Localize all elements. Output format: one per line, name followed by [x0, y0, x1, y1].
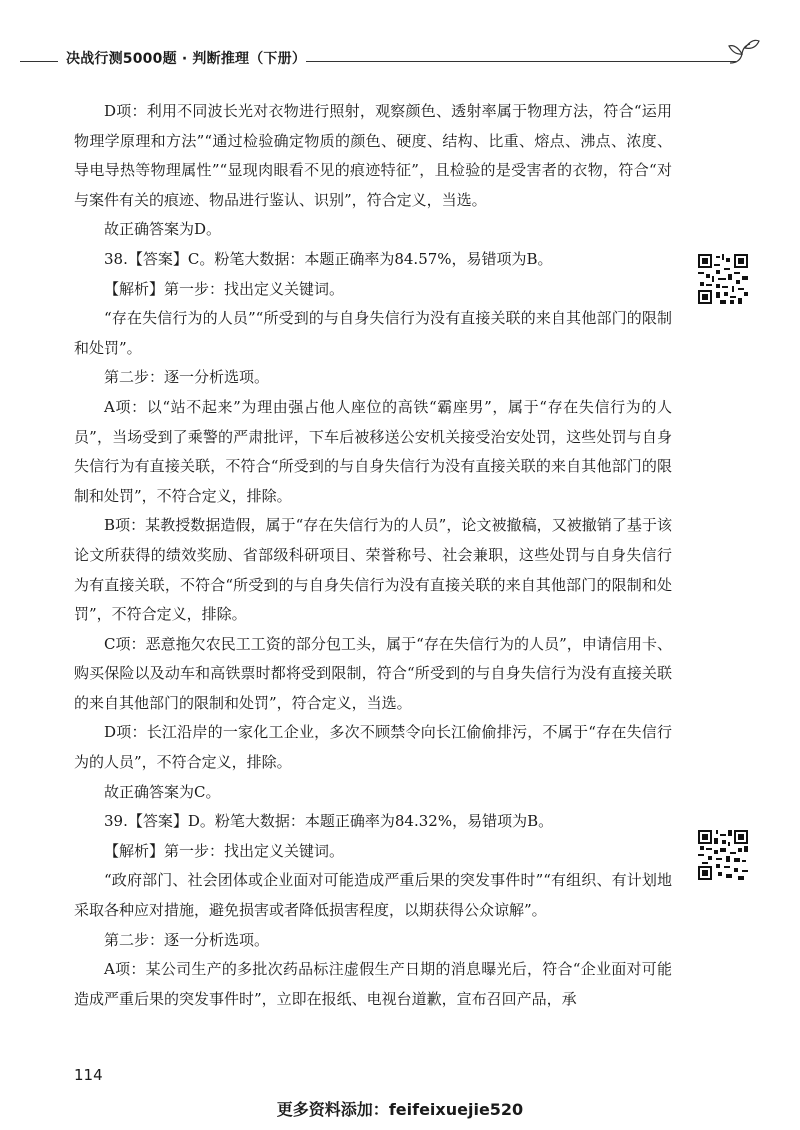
qr-code-icon[interactable]	[698, 254, 748, 304]
paragraph: 故正确答案为D。	[104, 220, 222, 239]
footer-note	[0, 1097, 800, 1120]
paragraph: “政府部门、社会团体或企业面对可能造成严重后果的突发事件时”“有组织、有计划地采取各种应对措施，避免损害或者降低损害程度，以期获得公众谅解”。	[74, 871, 672, 920]
paragraph: C项：恶意拖欠农民工工资的部分包工头，属于“存在失信行为的人员”，申请信用卡、购买保险以及动车和高铁票时都将受到限制，符合“所受到的与自身失信行为没有直接关联的来自其他部门的限制和处罚”，符合定义，当选。	[74, 634, 672, 712]
answer-38: 38.【答案】C。粉笔大数据：本题正确率为84.57%，易错项为B。	[104, 249, 553, 268]
sprout-icon	[726, 36, 762, 66]
qr-code-icon[interactable]	[698, 830, 748, 880]
answer-39: 39.【答案】D。粉笔大数据：本题正确率为84.32%，易错项为B。	[104, 812, 554, 831]
footer-contact: feifeixuejie520	[388, 1100, 524, 1119]
paragraph: “存在失信行为的人员”“所受到的与自身失信行为没有直接关联的来自其他部门的限制和处罚”。	[74, 309, 672, 357]
paragraph: D项：长江沿岸的一家化工企业，多次不顾禁令向长江偷偷排污，不属于“存在失信行为的人员”，不符合定义，排除。	[74, 723, 672, 772]
page-number: 114	[74, 1066, 103, 1084]
page-body	[74, 97, 672, 1014]
analysis-heading: 【解析】第一步：找出定义关键词。	[104, 841, 345, 860]
book-title: 决战行测5000题 · 判断推理（下册）	[66, 51, 307, 67]
paragraph: B项：某教授数据造假，属于“存在失信行为的人员”，论文被撤稿，又被撤销了基于该论文所获得的绩效奖励、省部级科研项目、荣誉称号、社会兼职，这些处罚与自身失信行为有直接关联，不符合“所受到的与自身失信行为没有直接关联的来自其他部门的限制和处罚”，不符合定义，排除。	[74, 516, 672, 624]
paragraph: 故正确答案为C。	[104, 782, 221, 801]
paragraph: A项：某公司生产的多批次药品标注虚假生产日期的消息曝光后，符合“企业面对可能造成严重后果的突发事件时”，立即在报纸、电视台道歉，宣布召回产品，承	[74, 960, 672, 1008]
header-rule-left	[20, 61, 58, 62]
paragraph: 第二步：逐一分析选项。	[104, 930, 270, 949]
paragraph: D项：利用不同波长光对衣物进行照射，观察颜色、透射率属于物理方法，符合“运用物理学原理和方法”“通过检验确定物质的颜色、硬度、结构、比重、熔点、沸点、浓度、导电导热等物理属性”“显现肉眼看不见的痕迹特征”，且检验的是受害者的衣物，符合“对与案件有关的痕迹、物品进行鉴认、识别”，符合定义，当选。	[74, 102, 672, 209]
analysis-heading: 【解析】第一步：找出定义关键词。	[104, 279, 345, 298]
paragraph: 第二步：逐一分析选项。	[104, 368, 270, 387]
running-header	[0, 44, 800, 74]
footer-label: 更多资料添加：	[276, 1100, 389, 1119]
header-rule-right	[306, 61, 736, 62]
paragraph: A项：以“站不起来”为理由强占他人座位的高铁“霸座男”，属于“存在失信行为的人员”，当场受到了乘警的严肃批评，下车后被移送公安机关接受治安处罚，这些处罚与自身失信行为有直接关联，不符合“所受到的与自身失信行为没有直接关联的来自其他部门的限制和处罚”，不符合定义，排除。	[74, 397, 672, 505]
